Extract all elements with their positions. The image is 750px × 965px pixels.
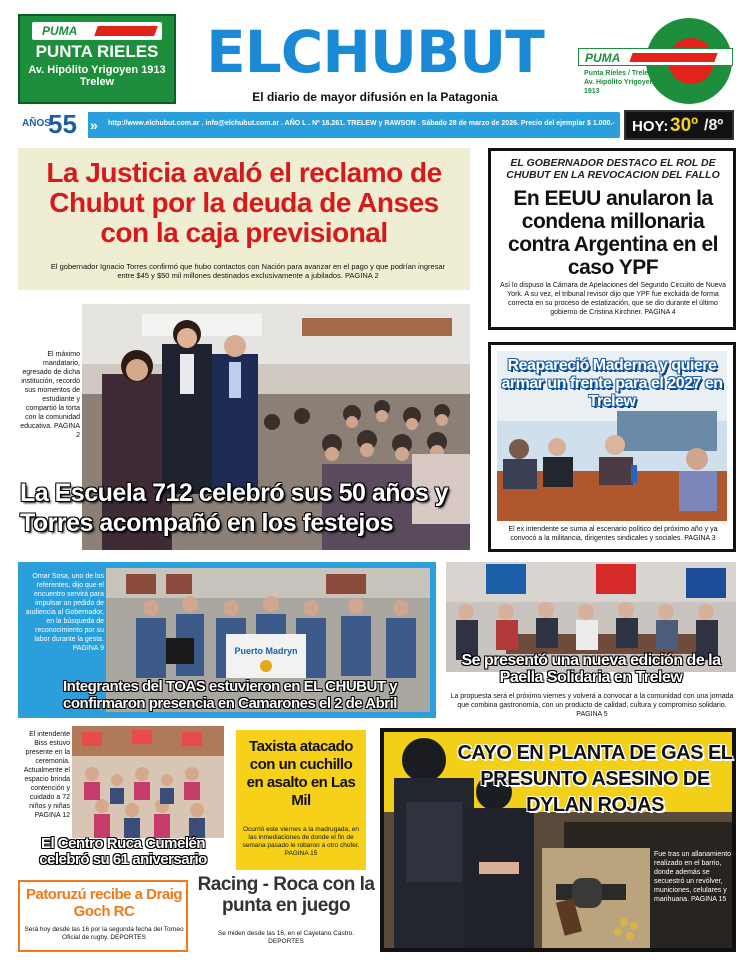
info-bar <box>18 109 620 139</box>
toas-caption: Omar Sosa, uno de los referentes, dijo que el encuentro servirá para impulsar un pedido de audiencia al Gobernador, en la búsqueda de reconocimiento por su labor durante la gesta. PAGINA 9 <box>25 573 104 652</box>
ad-puma-right[interactable] <box>578 18 736 104</box>
taxista-summary: Ocurrió este viernes a la madrugada, en las inmediaciones de donde el fin de semana pasado le robaron a otro chofer. PAGINA 15 <box>242 826 360 857</box>
lead-headline[interactable]: La Justicia avaló el reclamo de Chubut por la deuda de Anses con la caja previsional <box>46 157 442 248</box>
ad-left-line2: Av. Hipólito Yrigoyen 1913 <box>28 64 166 76</box>
ad-right-line2: Av. Hipólito Yrigoyen <box>584 79 654 86</box>
ad-left-line3: Trelew <box>79 76 115 88</box>
lead-summary: El gobernador Ignacio Torres confirmó que hubo contactos con Nación para avanzar en el pago y que podrían ingresar entre $45 y $50 mil millones destinados exclusivamente a jubilados. PAGINA 2 <box>50 262 446 280</box>
toas-headline[interactable]: Integrantes del TOAS estuvieron en EL CHUBUT y confirmaron presencia en Camarones el 2 de Abril <box>62 678 398 712</box>
ad-left-line1: PUNTA RIELES <box>35 42 159 61</box>
dylan-summary: Fue tras un allanamiento realizado en el barrio, donde además se secuestró un revólver, municiones, celulares y marihuana. PAGINA 15 <box>654 851 732 903</box>
patoruzu-headline[interactable]: Patoruzú recibe a Draig Goch RC <box>25 886 183 920</box>
ad-puma-punta-rieles-left[interactable] <box>18 14 176 104</box>
newspaper-logo: ELCHUBUT <box>206 18 544 86</box>
lead-story[interactable] <box>18 148 470 290</box>
anniversary-badge <box>18 110 88 140</box>
puma-brand-logo <box>578 48 733 66</box>
issue-info-text[interactable]: http://www.elchubut.com.ar . info@elchubut.com.ar . AÑO L . Nº 16.261. TRELEW y RAWSON . Sábado 28 de marzo de 2026. Precio del ejemplar $ 1.000.- <box>108 120 615 127</box>
school-caption: El máximo mandatario, egresado de dicha institución, recordó sus momentos de estudiante y compartió la torta con la comunidad educativa. PAGINA 2 <box>20 351 80 439</box>
patoruzu-story[interactable] <box>18 880 188 952</box>
chevron-right-icon: » <box>90 117 98 133</box>
taxista-story[interactable] <box>236 730 366 870</box>
ad-right-line1: Punta Rieles / Trelew <box>584 70 654 77</box>
puma-logo-stripe <box>94 26 158 36</box>
puma-brand-logo <box>32 22 162 40</box>
anniversary-number: 55 <box>48 109 77 139</box>
weather-label: HOY: <box>632 118 669 135</box>
anniversary-label: AÑOS <box>22 118 51 129</box>
taxista-headline[interactable]: Taxista atacado con un cuchillo en asalto en Las Mil <box>246 738 356 809</box>
maderna-summary: El ex intendente se suma al escenario político del próximo año y ya convocó a la militancia, dirigentes sindicales y sociales. PAGINA 3 <box>508 526 718 542</box>
maderna-headline[interactable]: Reapareció Maderna y quiere armar un frente para el 2027 en Trelew <box>501 357 723 410</box>
ruca-headline[interactable]: El Centro Ruca Cumelén celebró su 61 aniversario <box>39 835 207 868</box>
masthead-logo[interactable] <box>200 18 550 86</box>
weather-min: /8º <box>704 117 724 134</box>
gun-inset-photo <box>542 848 650 948</box>
weather-box <box>624 110 734 140</box>
weather-max: 30º <box>670 115 699 136</box>
ypf-summary: Así lo dispuso la Cámara de Apelaciones del Segundo Circuito de Nueva York. A su vez, el tribunal revisor dijo que YPF fue excluida de forma correcta en su proceso de estatización, que se dio durante el último gobierno de Cristina Kirchner. PAGINA 4 <box>499 282 727 316</box>
puma-brand-text: PUMA <box>585 51 621 65</box>
ruca-photo[interactable] <box>72 726 224 838</box>
ypf-headline[interactable]: En EEUU anularon la condena millonaria contra Argentina en el caso YPF <box>508 187 718 279</box>
ypf-kicker: EL GOBERNADOR DESTACO EL ROL DE CHUBUT EN LA REVOCACION DEL FALLO <box>506 157 720 181</box>
patoruzu-summary: Será hoy desde las 16 por la segunda fecha del Torneo Oficial de rugby. DEPORTES <box>24 926 184 941</box>
puma-brand-text: PUMA <box>42 24 78 38</box>
toas-banner-text: Puerto Madryn <box>234 646 298 656</box>
maderna-story[interactable] <box>488 342 736 552</box>
racing-headline[interactable]: Racing - Roca con la punta en juego <box>197 874 375 916</box>
ad-right-line3: 1913 <box>584 88 600 95</box>
ruca-caption: El intendente Biss estuvo presente en la ceremonia. Actualmente el espacio brinda contención y cuidado a 72 niños y niñas PAGINA 12 <box>23 731 70 819</box>
school-headline[interactable]: La Escuela 712 celebró sus 50 años y Torres acompañó en los festejos <box>20 479 449 537</box>
paella-summary: La propuesta será el próximo viernes y volverá a convocar a la comunidad con una jornada que combina gastronomía, con un producto de calidad, cultura y compromiso solidario. PAGINA 5 <box>450 693 734 718</box>
ypf-story[interactable] <box>488 148 736 330</box>
puma-logo-stripe <box>629 53 717 62</box>
masthead-tagline: El diario de mayor difusión en la Patagonia <box>252 90 498 104</box>
toas-story[interactable] <box>18 562 436 718</box>
racing-summary: Se miden desde las 16, en el Cayetano Castro. DEPORTES <box>217 930 355 945</box>
dylan-headline[interactable]: CAYO EN PLANTA DE GAS EL PRESUNTO ASESINO DE DYLAN ROJAS <box>457 742 733 816</box>
dylan-story[interactable] <box>380 728 736 952</box>
paella-headline[interactable]: Se presentó una nueva edición de la Paella Solidaria en Trelew <box>461 652 721 686</box>
